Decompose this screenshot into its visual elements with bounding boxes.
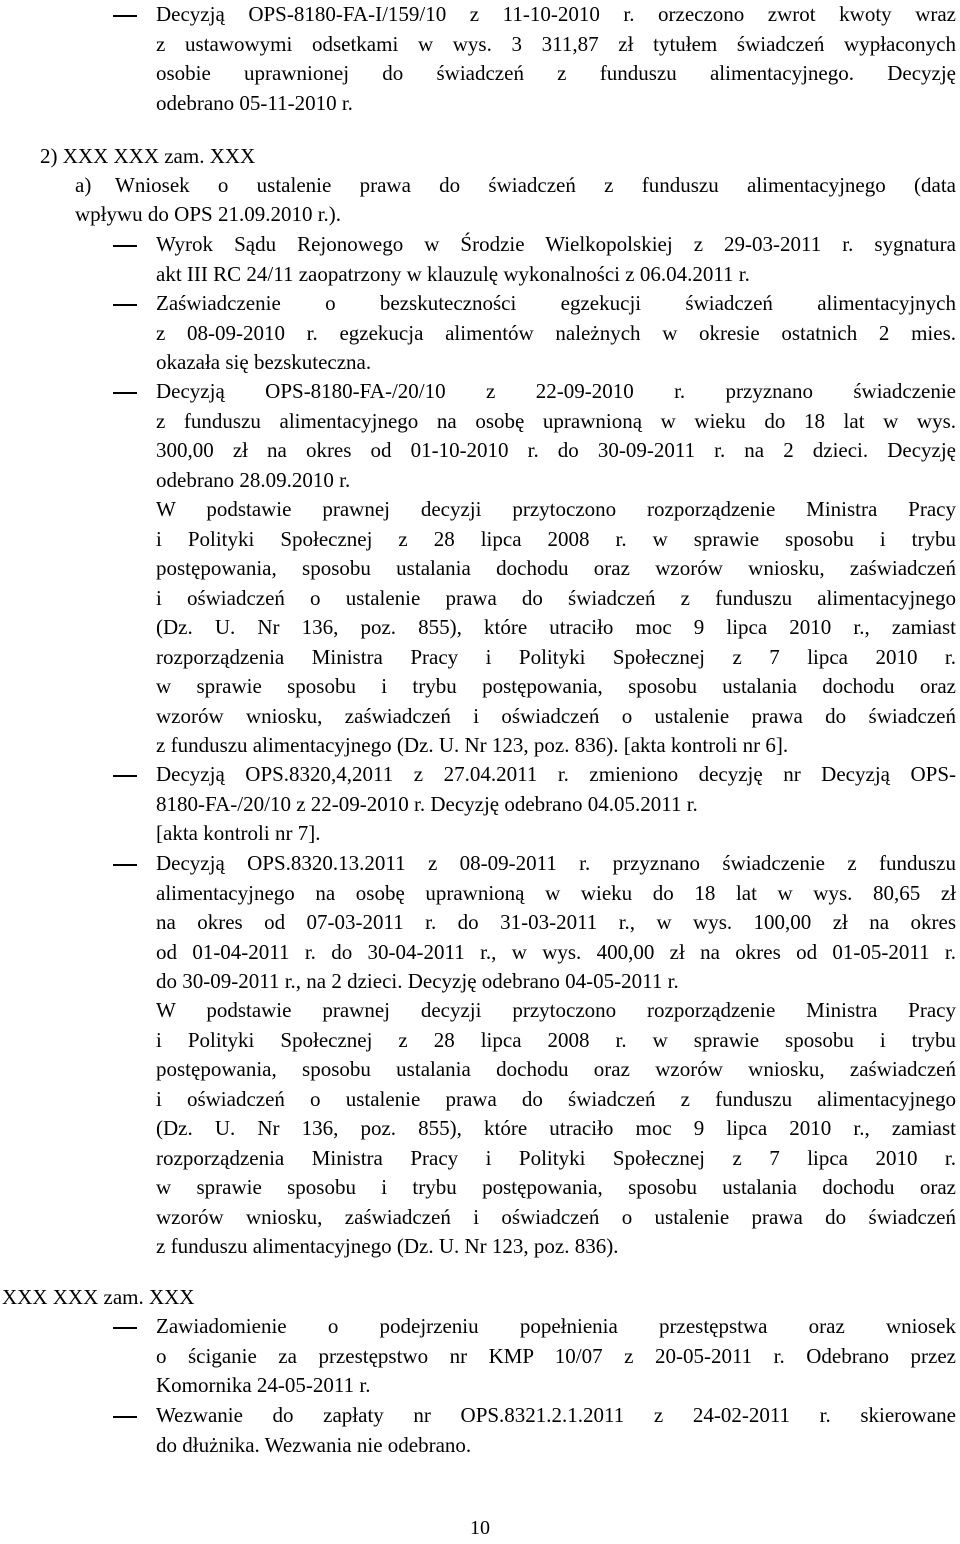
text-line: i oświadczeń o ustalenie prawa do świadczeń z funduszu alimentacyjnego <box>156 585 956 610</box>
bullet-dash <box>113 1327 137 1329</box>
paragraph-decyzja-1 <box>156 377 956 495</box>
paragraph-item-1 <box>156 0 956 118</box>
text-line: i Polityki Społecznej z 28 lipca 2008 r. w sprawie sposobu i trybu <box>156 526 956 551</box>
paragraph-wyrok <box>156 230 956 289</box>
text-line: do dłużnika. Wezwania nie odebrano. <box>156 1432 472 1457</box>
paragraph-2a-cont <box>75 200 875 230</box>
text-line: z 08-09-2010 r. egzekucja alimentów należnych w okresie ostatnich 2 mies. <box>156 320 956 345</box>
text-line: Decyzją OPS.8320,4,2011 z 27.04.2011 r. zmieniono decyzję nr Decyzją OPS- <box>156 762 956 786</box>
text-line: 300,00 zł na okres od 01-10-2010 r. do 30-09-2011 r. na 2 dzieci. Decyzję <box>156 438 956 462</box>
text-line: osobie uprawnionej do świadczeń z funduszu alimentacyjnego. Decyzję <box>156 61 956 85</box>
bullet-dash <box>113 1416 137 1418</box>
text-line: i oświadczeń o ustalenie prawa do świadczeń z funduszu alimentacyjnego <box>156 1086 956 1111</box>
text-line: w sprawie sposobu i trybu postępowania, sposobu ustalania dochodu oraz <box>156 1175 956 1199</box>
text-line: Zaświadczenie o bezskuteczności egzekucji świadczeń alimentacyjnych <box>156 291 956 315</box>
text-line: (Dz. U. Nr 136, poz. 855), które utraciło moc 9 lipca 2010 r., zamiast <box>156 1116 956 1140</box>
paragraph-decyzja-1-basis <box>156 495 956 761</box>
bullet-dash <box>113 864 137 866</box>
text-line: okazała się bezskuteczna. <box>156 350 372 374</box>
text-line: i Polityki Społecznej z 28 lipca 2008 r. w sprawie sposobu i trybu <box>156 1027 956 1052</box>
bullet-dash <box>113 245 137 247</box>
text-line: od 01-04-2011 r. do 30-04-2011 r., w wys. 400,00 zł na okres od 01-05-2011 r. <box>156 939 956 964</box>
section-heading-3: XXX XXX zam. XXX <box>2 1285 195 1309</box>
text-line: postępowania, sposobu ustalania dochodu oraz wzorów wniosku, zaświadczeń <box>156 556 956 580</box>
text-line: odebrano 05-11-2010 r. <box>156 90 353 115</box>
subsection-label-a: a) <box>75 173 92 197</box>
paragraph-decyzja-3 <box>156 849 956 997</box>
text-line: rozporządzenia Ministra Pracy i Polityki Społecznej z 7 lipca 2010 r. <box>156 644 956 669</box>
text-line: 8180-FA-/20/10 z 22-09-2010 r. Decyzję odebrano 04.05.2011 r. <box>156 791 698 816</box>
page-number: 10 <box>470 1517 490 1539</box>
text-line: Decyzją OPS-8180-FA-I/159/10 z 11-10-2010 r. orzeczono zwrot kwoty wraz <box>156 2 956 26</box>
text-line: W podstawie prawnej decyzji przytoczono rozporządzenie Ministra Pracy <box>156 497 956 521</box>
text-line: do 30-09-2011 r., na 2 dzieci. Decyzję odebrano 04-05-2011 r. <box>156 969 679 993</box>
text-line: Wniosek o ustalenie prawa do świadczeń z funduszu alimentacyjnego (data <box>115 173 956 197</box>
text-line: Wezwanie do zapłaty nr OPS.8321.2.1.2011 z 24-02-2011 r. skierowane <box>156 1403 956 1427</box>
text-line: (Dz. U. Nr 136, poz. 855), które utraciło moc 9 lipca 2010 r., zamiast <box>156 615 956 639</box>
text-line: Zawiadomienie o podejrzeniu popełnienia przestępstwa oraz wniosek <box>156 1314 956 1338</box>
text-line: postępowania, sposobu ustalania dochodu oraz wzorów wniosku, zaświadczeń <box>156 1057 956 1081</box>
bullet-dash <box>113 392 137 394</box>
paragraph-decyzja-2 <box>156 760 956 849</box>
section-heading-2: 2) XXX XXX zam. XXX <box>40 144 256 168</box>
paragraph-2a <box>115 171 956 201</box>
text-line: Decyzją OPS-8180-FA-/20/10 z 22-09-2010 r. przyznano świadczenie <box>156 379 956 403</box>
text-line: odebrano 28.09.2010 r. <box>156 467 351 492</box>
text-line: Wyrok Sądu Rejonowego w Środzie Wielkopolskiej z 29-03-2011 r. sygnatura <box>156 232 956 256</box>
paragraph-wezwanie <box>156 1401 956 1460</box>
bullet-dash <box>113 15 137 17</box>
text-line: wzorów wniosku, zaświadczeń i oświadczeń o ustalenie prawa do świadczeń <box>156 1204 956 1229</box>
text-line: Komornika 24-05-2011 r. <box>156 1373 371 1397</box>
bullet-dash <box>113 775 137 777</box>
text-line: wpływu do OPS 21.09.2010 r.). <box>75 202 342 226</box>
bullet-dash <box>113 304 137 306</box>
text-line: wzorów wniosku, zaświadczeń i oświadczeń o ustalenie prawa do świadczeń <box>156 703 956 728</box>
text-line: na okres od 07-03-2011 r. do 31-03-2011 r., w wys. 100,00 zł na okres <box>156 910 956 934</box>
paragraph-zawiadomienie <box>156 1312 956 1401</box>
text-line: z funduszu alimentacyjnego (Dz. U. Nr 123, poz. 836). <box>156 1234 619 1258</box>
text-line: z funduszu alimentacyjnego na osobę uprawnioną w wieku do 18 lat w wys. <box>156 408 956 433</box>
text-line: alimentacyjnego na osobę uprawnioną w wieku do 18 lat w wys. 80,65 zł <box>156 880 956 905</box>
text-line: W podstawie prawnej decyzji przytoczono rozporządzenie Ministra Pracy <box>156 998 956 1022</box>
text-line: akt III RC 24/11 zaopatrzony w klauzulę wykonalności z 06.04.2011 r. <box>156 261 750 286</box>
paragraph-decyzja-3-basis <box>156 996 956 1262</box>
text-line: z funduszu alimentacyjnego (Dz. U. Nr 123, poz. 836). [akta kontroli nr 6]. <box>156 733 789 757</box>
text-line: [akta kontroli nr 7]. <box>156 821 321 845</box>
text-line: o ściganie za przestępstwo nr KMP 10/07 z 20-05-2011 r. Odebrano przez <box>156 1343 956 1368</box>
text-line: w sprawie sposobu i trybu postępowania, sposobu ustalania dochodu oraz <box>156 674 956 698</box>
text-line: rozporządzenia Ministra Pracy i Polityki Społecznej z 7 lipca 2010 r. <box>156 1145 956 1170</box>
paragraph-zaswiadczenie <box>156 289 956 378</box>
text-line: z ustawowymi odsetkami w wys. 3 311,87 zł tytułem świadczeń wypłaconych <box>156 31 956 56</box>
text-line: Decyzją OPS.8320.13.2011 z 08-09-2011 r. przyznano świadczenie z funduszu <box>156 851 956 875</box>
